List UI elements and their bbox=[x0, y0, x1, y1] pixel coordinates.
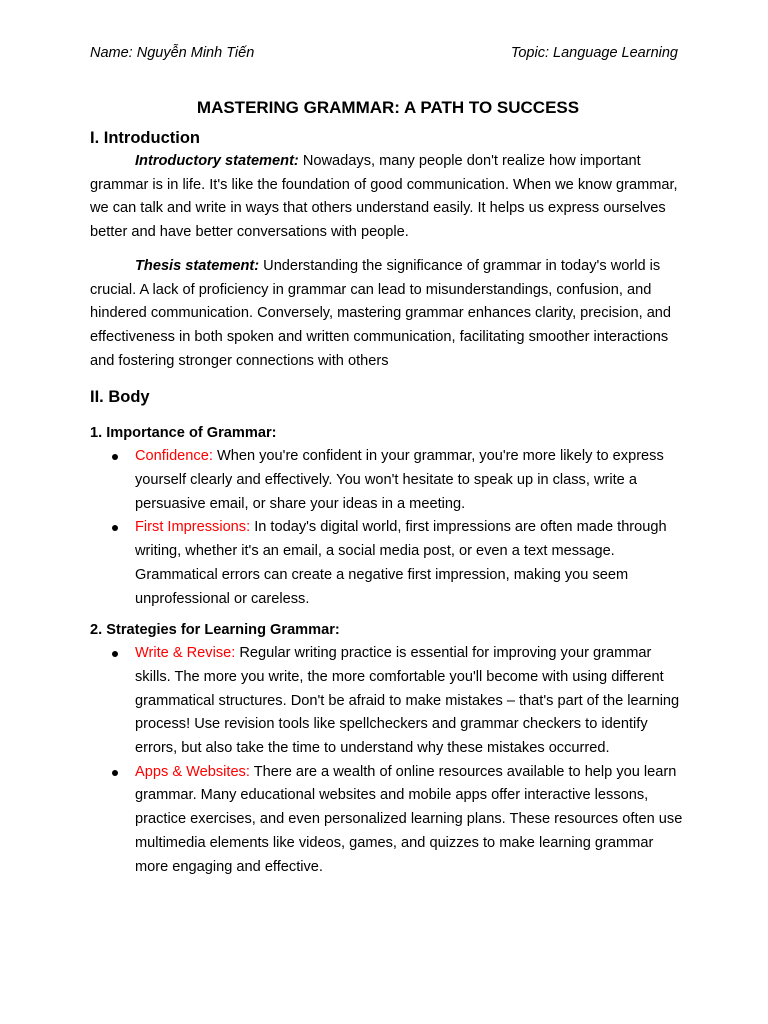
bullet-icon bbox=[112, 651, 118, 657]
bullet-text: Regular writing practice is essential for improving your grammar skills. The more you write, the more comfortable you'll become with using different grammatical structures. Don't be afraid to make mistakes – that's part of the learning process! Use revision tools like spellcheckers and grammar checkers to identify errors, but also take the time to understand why these mistakes occurred. bbox=[135, 645, 680, 757]
bullet-icon bbox=[112, 525, 118, 531]
introductory-statement-text: Nowadays, many people don't realize how important grammar is in life. It's like the foundation of good communication. When we know grammar, we can talk and write in ways that others understand easily. It helps us express ourselves better and have better conversations with people. bbox=[90, 153, 678, 241]
introductory-paragraph bbox=[90, 150, 686, 245]
bullet-term: Apps & Websites: bbox=[135, 763, 250, 780]
bullet-text: There are a wealth of online resources available to help you learn grammar. Many educational websites and mobile apps offer interactive lessons, practice exercises, and even personalized learning plans. These resources often use multimedia elements like videos, games, and quizzes to make learning grammar more engaging and effective. bbox=[135, 763, 683, 875]
bullet-term: First Impressions: bbox=[135, 519, 251, 536]
thesis-statement-label: Thesis statement: bbox=[135, 257, 260, 274]
list-item bbox=[90, 761, 686, 880]
bullet-icon bbox=[112, 770, 118, 776]
introductory-statement-label: Introductory statement: bbox=[135, 153, 299, 169]
thesis-paragraph bbox=[90, 255, 686, 374]
document-body bbox=[90, 96, 686, 879]
author-name: Name: Nguyễn Minh Tiến bbox=[90, 45, 255, 61]
subheading-importance: 1. Importance of Grammar: bbox=[90, 425, 277, 442]
bullet-term: Confidence: bbox=[135, 448, 213, 465]
topic-label: Topic: Language Learning bbox=[510, 45, 678, 61]
thesis-statement-text: Understanding the significance of grammar in today's world is crucial. A lack of proficiency in grammar can lead to misunderstandings, confusion, and hindered communication. Conversely, mastering grammar enhances clarity, precision, and effectiveness in both spoken and written communication, facilitating smoother interactions and fostering stronger connections with others bbox=[90, 257, 672, 369]
list-item bbox=[90, 516, 686, 611]
bullet-icon bbox=[112, 454, 118, 460]
strategies-list bbox=[90, 642, 686, 879]
list-item bbox=[90, 642, 686, 761]
page-header bbox=[90, 45, 678, 65]
section-heading-body: II. Body bbox=[90, 388, 150, 407]
bullet-term: Write & Revise: bbox=[135, 645, 236, 662]
document-title: MASTERING GRAMMAR: A PATH TO SUCCESS bbox=[196, 98, 580, 117]
importance-list bbox=[90, 445, 686, 611]
bullet-text: In today's digital world, first impressions are often made through writing, whether it's an email, a social media post, or even a text message. Grammatical errors can create a negative first impression, making you seem unprofessional or careless. bbox=[135, 519, 667, 607]
section-heading-introduction: I. Introduction bbox=[90, 129, 200, 147]
bullet-text: When you're confident in your grammar, you're more likely to express yourself clearly and effectively. You won't hesitate to speak up in class, write a persuasive email, or share your ideas in a meeting. bbox=[135, 448, 664, 512]
subheading-strategies: 2. Strategies for Learning Grammar: bbox=[90, 622, 340, 639]
list-item bbox=[90, 445, 686, 516]
